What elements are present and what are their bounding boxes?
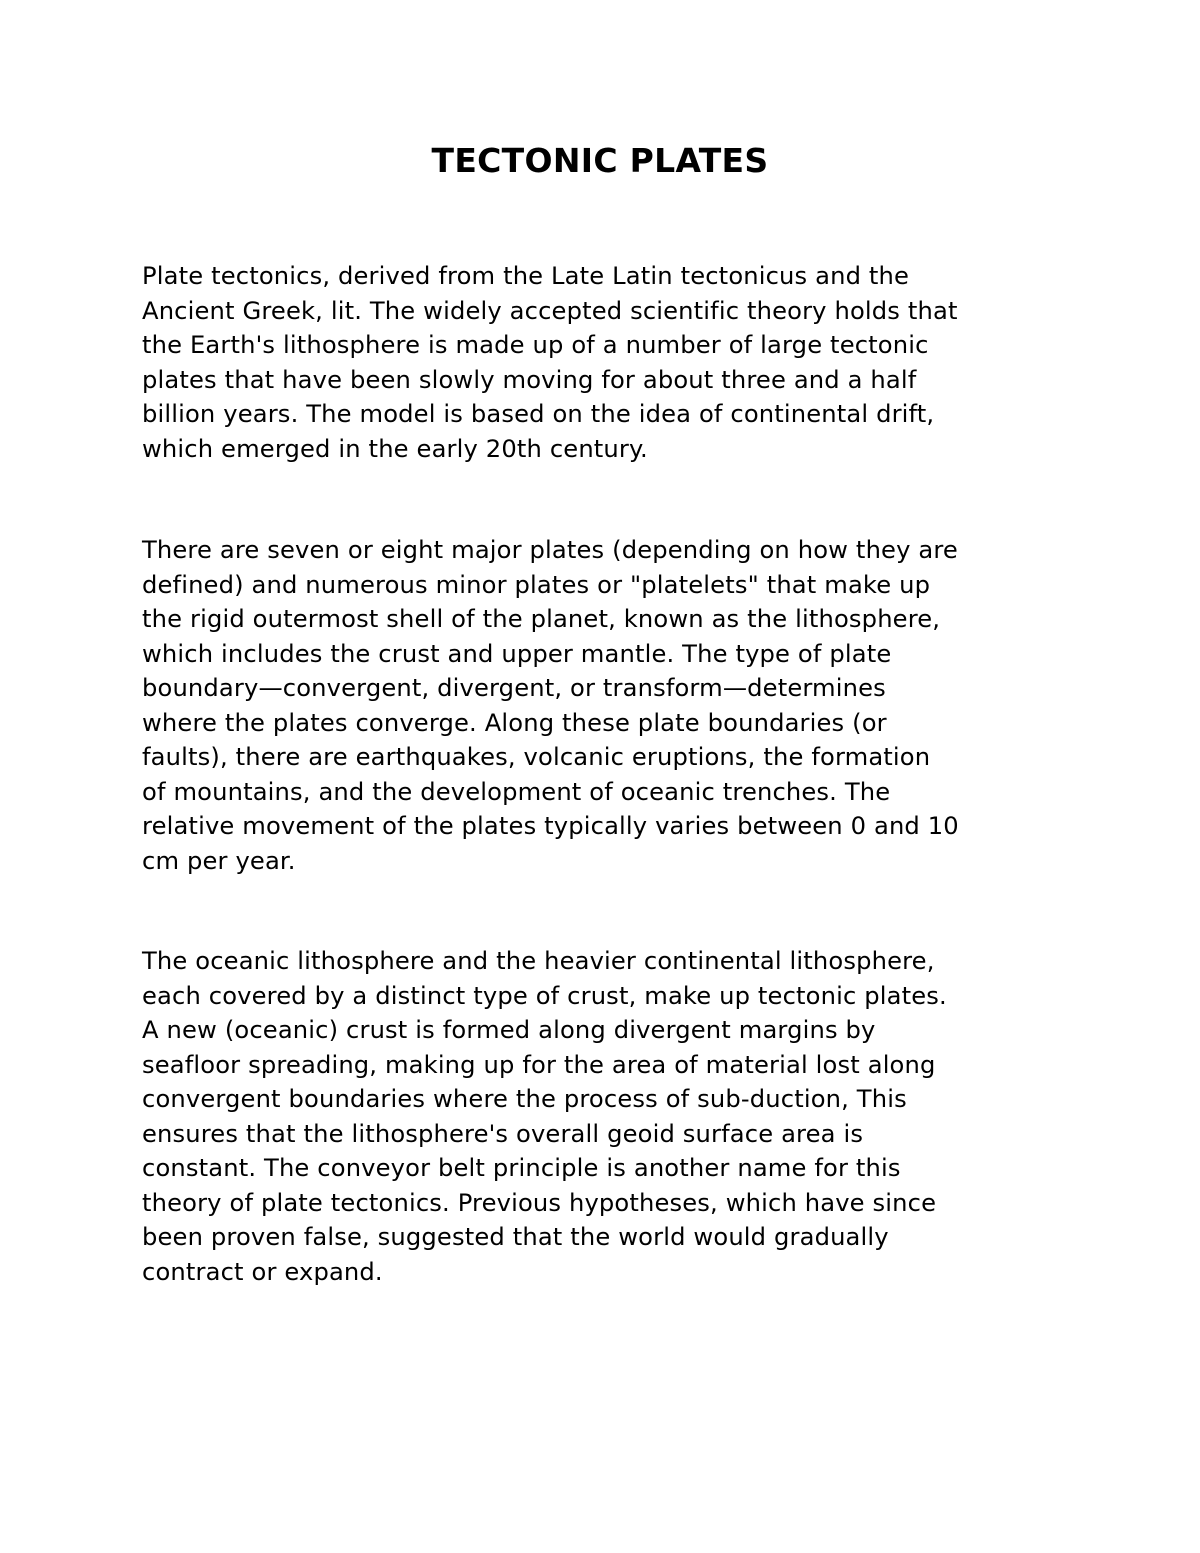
paragraph-line: The oceanic lithosphere and the heavier continental lithosphere, (142, 947, 935, 975)
paragraph-3 (142, 944, 1067, 1289)
paragraph-1 (142, 259, 1067, 466)
paragraph-line: relative movement of the plates typically varies between 0 and 10 (142, 812, 959, 840)
paragraph-line: defined) and numerous minor plates or "platelets" that make up (142, 570, 931, 599)
paragraph-line: theory of plate tectonics. Previous hypotheses, which have since (142, 1188, 937, 1217)
paragraph-line: constant. The conveyor belt principle is another name for this (142, 1154, 901, 1182)
paragraph-line: the Earth's lithosphere is made up of a number of large tectonic (142, 331, 929, 359)
paragraph-line: which includes the crust and upper mantle. The type of plate (142, 639, 892, 668)
paragraph-line: seafloor spreading, making up for the area of material lost along (142, 1050, 936, 1079)
paragraph-line: ensures that the lithosphere's overall geoid surface area is (142, 1119, 864, 1148)
document-title: TECTONIC PLATES (431, 141, 769, 180)
paragraph-2 (142, 533, 1067, 878)
paragraph-line: contract or expand. (142, 1257, 383, 1286)
paragraph-line: the rigid outermost shell of the planet, known as the lithosphere, (142, 605, 941, 633)
paragraph-line: A new (oceanic) crust is formed along divergent margins by (142, 1016, 876, 1044)
paragraph-line: been proven false, suggested that the world would gradually (142, 1223, 889, 1251)
paragraph-line: There are seven or eight major plates (depending on how they are (142, 536, 958, 564)
paragraph-line: boundary—convergent, divergent, or transform—determines (142, 674, 886, 702)
paragraph-line: faults), there are earthquakes, volcanic eruptions, the formation (142, 743, 931, 771)
paragraph-line: Ancient Greek, lit. The widely accepted scientific theory holds that (142, 296, 958, 325)
paragraph-line: which emerged in the early 20th century. (142, 434, 648, 463)
paragraph-line: of mountains, and the development of oceanic trenches. The (142, 777, 891, 806)
paragraph-line: convergent boundaries where the process of sub-duction, This (142, 1085, 907, 1113)
paragraph-line: cm per year. (142, 846, 296, 875)
paragraph-line: Plate tectonics, derived from the Late Latin tectonicus and the (142, 262, 910, 290)
paragraph-line: plates that have been slowly moving for about three and a half (142, 365, 917, 394)
paragraph-line: each covered by a distinct type of crust, make up tectonic plates. (142, 981, 947, 1010)
paragraph-line: where the plates converge. Along these plate boundaries (or (142, 708, 887, 737)
paragraph-line: billion years. The model is based on the idea of continental drift, (142, 400, 935, 428)
